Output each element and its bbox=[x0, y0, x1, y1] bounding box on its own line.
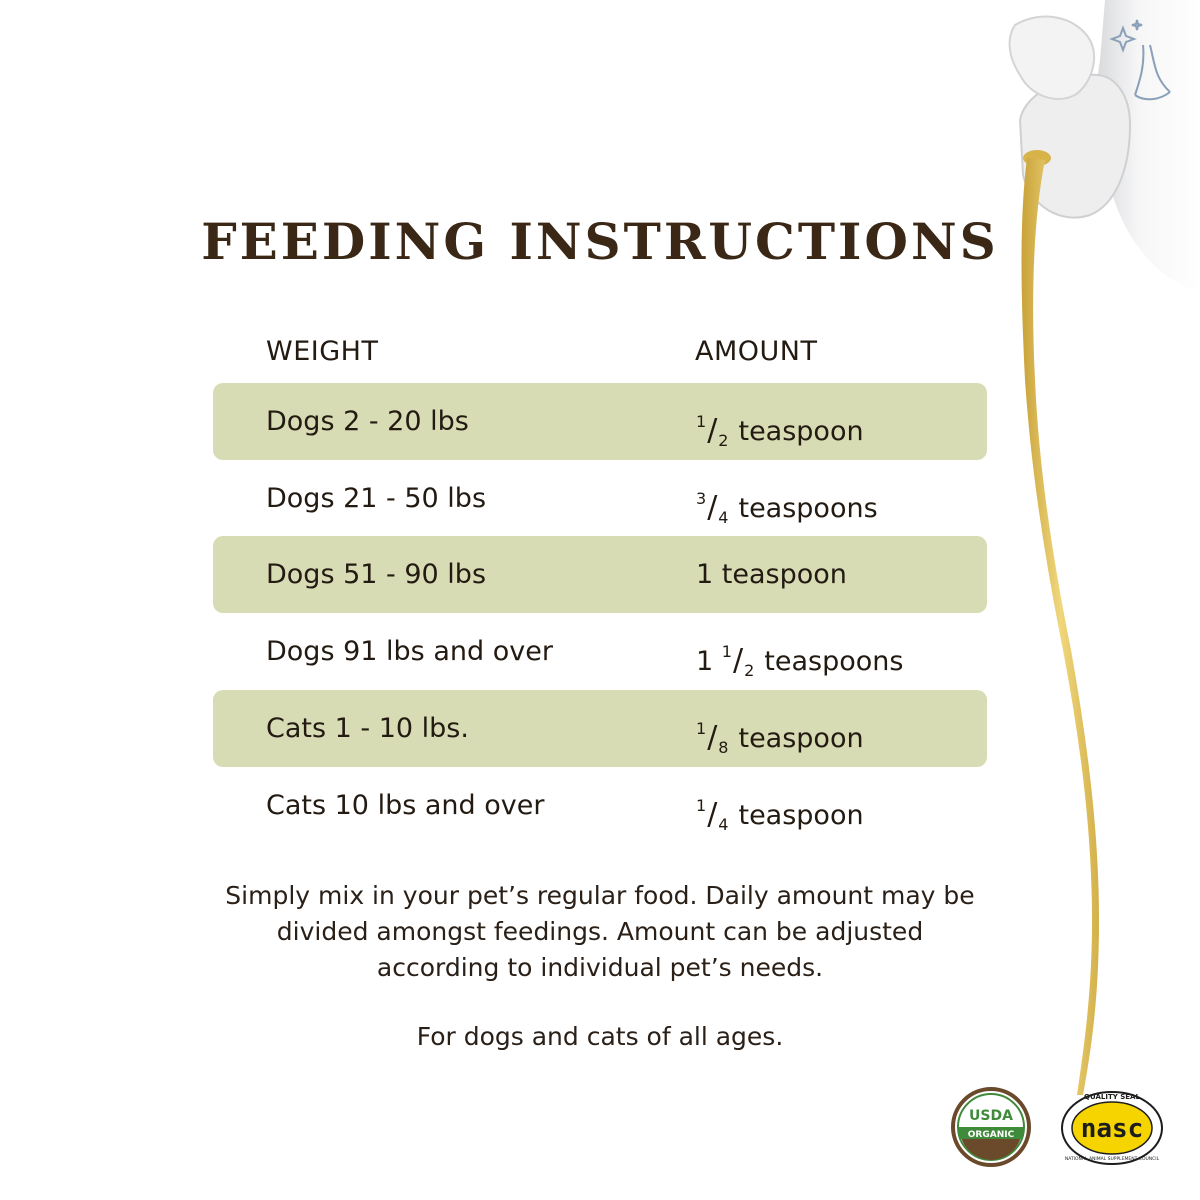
amount-cell: $^1/_2$ teaspoon bbox=[696, 412, 864, 450]
svg-text:nasc: nasc bbox=[1080, 1114, 1144, 1144]
svg-text:ORGANIC: ORGANIC bbox=[967, 1130, 1015, 1140]
amount-cell: $^1/_4$ teaspoon bbox=[696, 796, 864, 834]
svg-text:USDA: USDA bbox=[969, 1108, 1013, 1124]
amount-cell: 1 $^1/_2$ teaspoons bbox=[696, 642, 904, 680]
weight-cell: Dogs 21 - 50 lbs bbox=[266, 483, 487, 514]
usage-description: Simply mix in your pet’s regular food. Daily amount may be divided amongst feedings. Amount can be adjusted according to individual pet’s needs. bbox=[225, 881, 975, 982]
amount-cell: $^1/_8$ teaspoon bbox=[696, 719, 864, 757]
usda-organic-seal bbox=[951, 1087, 1031, 1167]
nasc-quality-seal bbox=[1060, 1088, 1164, 1166]
table-row bbox=[213, 767, 987, 844]
svg-text:NATIONAL ANIMAL SUPPLEMENT COU: NATIONAL ANIMAL SUPPLEMENT COUNCIL bbox=[1064, 1157, 1160, 1162]
table-row bbox=[213, 383, 987, 460]
table-row bbox=[213, 536, 987, 613]
page-title: FEEDING INSTRUCTIONS bbox=[201, 212, 999, 271]
amount-cell: $^3/_4$ teaspoons bbox=[696, 489, 878, 527]
table-row bbox=[213, 460, 987, 537]
table-row bbox=[213, 613, 987, 690]
ages-note: For dogs and cats of all ages. bbox=[416, 1022, 784, 1051]
weight-cell: Dogs 91 lbs and over bbox=[266, 636, 553, 667]
table-row bbox=[213, 690, 987, 767]
weight-column-header: WEIGHT bbox=[266, 336, 379, 367]
amount-column-header: AMOUNT bbox=[695, 336, 818, 367]
weight-cell: Dogs 51 - 90 lbs bbox=[266, 559, 487, 590]
bottle-icon bbox=[995, 0, 1200, 1100]
amount-cell: 1 teaspoon bbox=[696, 559, 847, 590]
weight-cell: Cats 1 - 10 lbs. bbox=[266, 713, 469, 744]
weight-cell: Dogs 2 - 20 lbs bbox=[266, 406, 469, 437]
oil-stream-icon bbox=[1022, 158, 1100, 1095]
svg-text:QUALITY SEAL: QUALITY SEAL bbox=[1084, 1093, 1140, 1101]
weight-cell: Cats 10 lbs and over bbox=[266, 790, 545, 821]
